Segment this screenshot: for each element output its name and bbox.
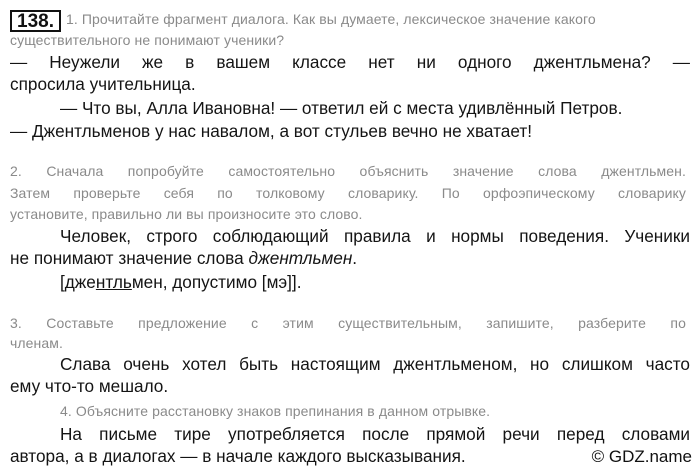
answer-2-line-1: Человек, строго соблюдающий правила и нормы поведения. Ученики	[60, 226, 690, 246]
dialog-line-4: — Джентльменов у нас навалом, а вот стульев вечно не хватает!	[10, 121, 532, 141]
exercise-number: 138.	[10, 10, 61, 32]
transcription-rest: мен, допустимо [мэ]].	[131, 272, 302, 292]
dialog-line-2: спросила учительница.	[10, 74, 196, 94]
transcription-open: [дже	[60, 272, 96, 292]
task-4-line-1: 4. Объясните расстановку знаков препинания в данном отрывке.	[60, 403, 491, 419]
answer-2-line-2-end: .	[352, 248, 358, 268]
answer-3-line-1: Слава очень хотел быть настоящим джентльменом, но слишком часто	[60, 354, 690, 374]
task-2-line-3: установите, правильно ли вы произносите это слово.	[10, 206, 363, 222]
task-3-line-2: членам.	[10, 335, 63, 351]
transcription-underlined: нтль	[95, 272, 132, 292]
site-watermark: © GDZ.name	[588, 447, 692, 467]
task-3-line-1: 3. Составьте предложение с этим существительным, запишите, разберите по	[10, 315, 686, 331]
task-1-line-1: 1. Прочитайте фрагмент диалога. Как вы думаете, лексическое значение какого	[66, 11, 596, 27]
answer-3-line-2: ему что-то мешало.	[10, 376, 169, 396]
answer-2-line-2	[10, 248, 357, 269]
answer-2-line-2-start: не понимают значение слова	[10, 248, 249, 268]
answer-2-italic-word: джентльмен	[248, 248, 353, 268]
dialog-line-3: — Что вы, Алла Ивановна! — ответил ей с места удивлённый Петров.	[60, 98, 623, 118]
task-2-line-1: 2. Сначала попробуйте самостоятельно объяснить значение слова джентльмен.	[10, 163, 686, 179]
answer-4-line-1: На письме тире употребляется после прямой речи перед словами	[60, 424, 690, 444]
task-2-line-2: Затем проверьте себя по толковому словарику. По орфоэпическому словарику	[10, 185, 686, 201]
dialog-line-1: — Неужели же в вашем классе нет ни одного джентльмена? —	[10, 52, 690, 72]
task-1-line-2: существительного не понимают ученики?	[10, 32, 285, 48]
answer-2-line-3	[60, 272, 301, 293]
answer-4-line-2: автора, а в диалогах — в начале каждого высказывания.	[10, 446, 466, 466]
